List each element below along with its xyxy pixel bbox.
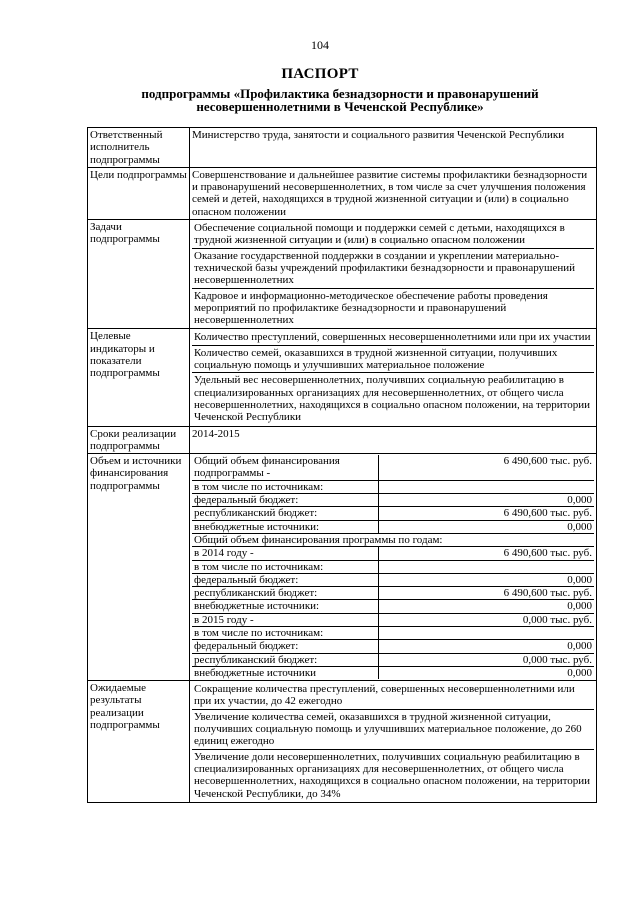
page-number: 104 <box>311 38 329 52</box>
fin-value: 0,000 <box>379 640 595 653</box>
row-label: Ожидаемые результаты реализации подпрограммы <box>88 681 190 803</box>
financing-table-cell <box>190 454 597 681</box>
fin-label: в том числе по источникам: <box>192 480 379 493</box>
row-indicators <box>88 329 597 426</box>
fin-label: в том числе по источникам: <box>192 626 379 639</box>
fin-row <box>192 666 594 679</box>
fin-row <box>192 560 594 573</box>
fin-row <box>192 533 594 546</box>
fin-row <box>192 640 594 653</box>
result-item: Увеличение количества семей, оказавшихся в трудной жизненной ситуации, получивших социальную помощь и улучшивших материальное положение, до 260 единиц ежегодно <box>192 710 594 750</box>
fin-value: 0,000 <box>379 600 595 613</box>
fin-label: внебюджетные источники <box>192 666 379 679</box>
row-label: Ответственный исполнитель подпрограммы <box>88 128 190 168</box>
row-results <box>88 681 597 803</box>
fin-row <box>192 613 594 626</box>
row-label: Цели подпрограммы <box>88 167 190 219</box>
fin-row <box>192 494 594 507</box>
fin-value: 0,000 <box>379 494 595 507</box>
result-item: Сокращение количества преступлений, совершенных несовершеннолетними или при их участии, до 42 ежегодно <box>192 682 594 710</box>
fin-value: 6 490,600 тыс. руб. <box>379 587 595 600</box>
row-value <box>190 220 597 329</box>
row-value: Министерство труда, занятости и социального развития Чеченской Республики <box>190 128 597 168</box>
fin-row <box>192 626 594 639</box>
fin-label: внебюджетные источники: <box>192 520 379 533</box>
fin-value <box>379 560 595 573</box>
fin-value: 0,000 <box>567 666 592 679</box>
fin-row <box>192 653 594 666</box>
fin-row <box>192 480 594 493</box>
row-label: Целевые индикаторы и показатели подпрограммы <box>88 329 190 426</box>
passport-table <box>87 127 597 803</box>
row-label: Задачи подпрограммы <box>88 220 190 329</box>
fin-label: федеральный бюджет: <box>192 494 379 507</box>
fin-row <box>192 520 594 533</box>
fin-row <box>192 573 594 586</box>
row-goals <box>88 167 597 219</box>
fin-row <box>192 600 594 613</box>
fin-label: федеральный бюджет: <box>192 640 379 653</box>
fin-label: в том числе по источникам: <box>192 560 379 573</box>
row-terms <box>88 426 597 454</box>
fin-heading: Общий объем финансирования программы по годам: <box>192 533 594 546</box>
fin-row <box>192 455 594 480</box>
fin-value: 6 490,600 тыс. руб. <box>379 507 595 520</box>
fin-row <box>192 587 594 600</box>
fin-value: 6 490,600 тыс. руб. <box>379 455 595 480</box>
row-financing <box>88 454 597 681</box>
document-title: ПАСПОРТ <box>281 66 359 82</box>
fin-value: 0,000 <box>379 573 595 586</box>
fin-row <box>192 507 594 520</box>
indicator-item: Количество семей, оказавшихся в трудной жизненной ситуации, получивших социальную помощь и улучшивших материальное положение <box>192 346 594 374</box>
row-executor <box>88 128 597 168</box>
row-label: Сроки реализации подпрограммы <box>88 426 190 454</box>
row-value <box>190 329 597 426</box>
row-label: Объем и источники финансирования подпрограммы <box>88 454 190 681</box>
fin-value: 0,000 тыс. руб. <box>379 653 595 666</box>
fin-value <box>379 480 595 493</box>
fin-label: республиканский бюджет: <box>192 587 379 600</box>
fin-label: в 2014 году - <box>192 547 379 560</box>
fin-label: Общий объем финансирования подпрограммы - <box>192 455 379 480</box>
row-value <box>190 681 597 803</box>
fin-value <box>379 626 595 639</box>
indicator-item: Количество преступлений, совершенных несовершеннолетними или при их участии <box>192 330 594 345</box>
indicator-item: Удельный вес несовершеннолетних, получивших социальную реабилитацию в специализированных организациях для несовершеннолетних, от общего числа несовершеннолетних, находящихся в социально опасном положении, на территории Чеченской Республики <box>194 374 591 424</box>
task-item: Кадровое и информационно-методическое обеспечение работы проведения мероприятий по профилактике безнадзорности и правонарушений несовершеннолетних <box>194 289 548 327</box>
fin-label: республиканский бюджет: <box>192 653 379 666</box>
fin-value: 0,000 тыс. руб. <box>379 613 595 626</box>
document-subtitle: подпрограммы «Профилактика безнадзорности и правонарушений несовершеннолетними в Чеченской Республике» <box>141 86 539 114</box>
financing-table <box>192 455 594 679</box>
fin-row <box>192 547 594 560</box>
task-item: Обеспечение социальной помощи и поддержки семей с детьми, находящихся в трудной жизненной ситуации и (или) в социально опасном положении <box>192 221 594 249</box>
fin-value: 0,000 <box>379 520 595 533</box>
fin-label: в 2015 году - <box>192 613 379 626</box>
row-tasks <box>88 220 597 329</box>
fin-label: республиканский бюджет: <box>192 507 379 520</box>
fin-label: федеральный бюджет: <box>192 573 379 586</box>
row-value: Совершенствование и дальнейшее развитие системы профилактики безнадзорности и правонарушений несовершеннолетних, в том числе за счет улучшения положения семей и детей, находящихся в трудной жизненной ситуации и (или) в социально опасном положении <box>190 167 597 219</box>
row-value: 2014-2015 <box>190 426 597 454</box>
fin-label: внебюджетные источники: <box>192 600 379 613</box>
result-item: Увеличение доли несовершеннолетних, получивших социальную реабилитацию в специализированных организациях для несовершеннолетних, от общего числа несовершеннолетних, находящихся в социально опасном положении, на территории Чеченской Республики, до 34% <box>194 750 591 800</box>
fin-value: 6 490,600 тыс. руб. <box>379 547 595 560</box>
task-item: Оказание государственной поддержки в создании и укреплении материально-технической базы учреждений профилактики безнадзорности и правонарушений несовершеннолетних <box>192 249 594 289</box>
